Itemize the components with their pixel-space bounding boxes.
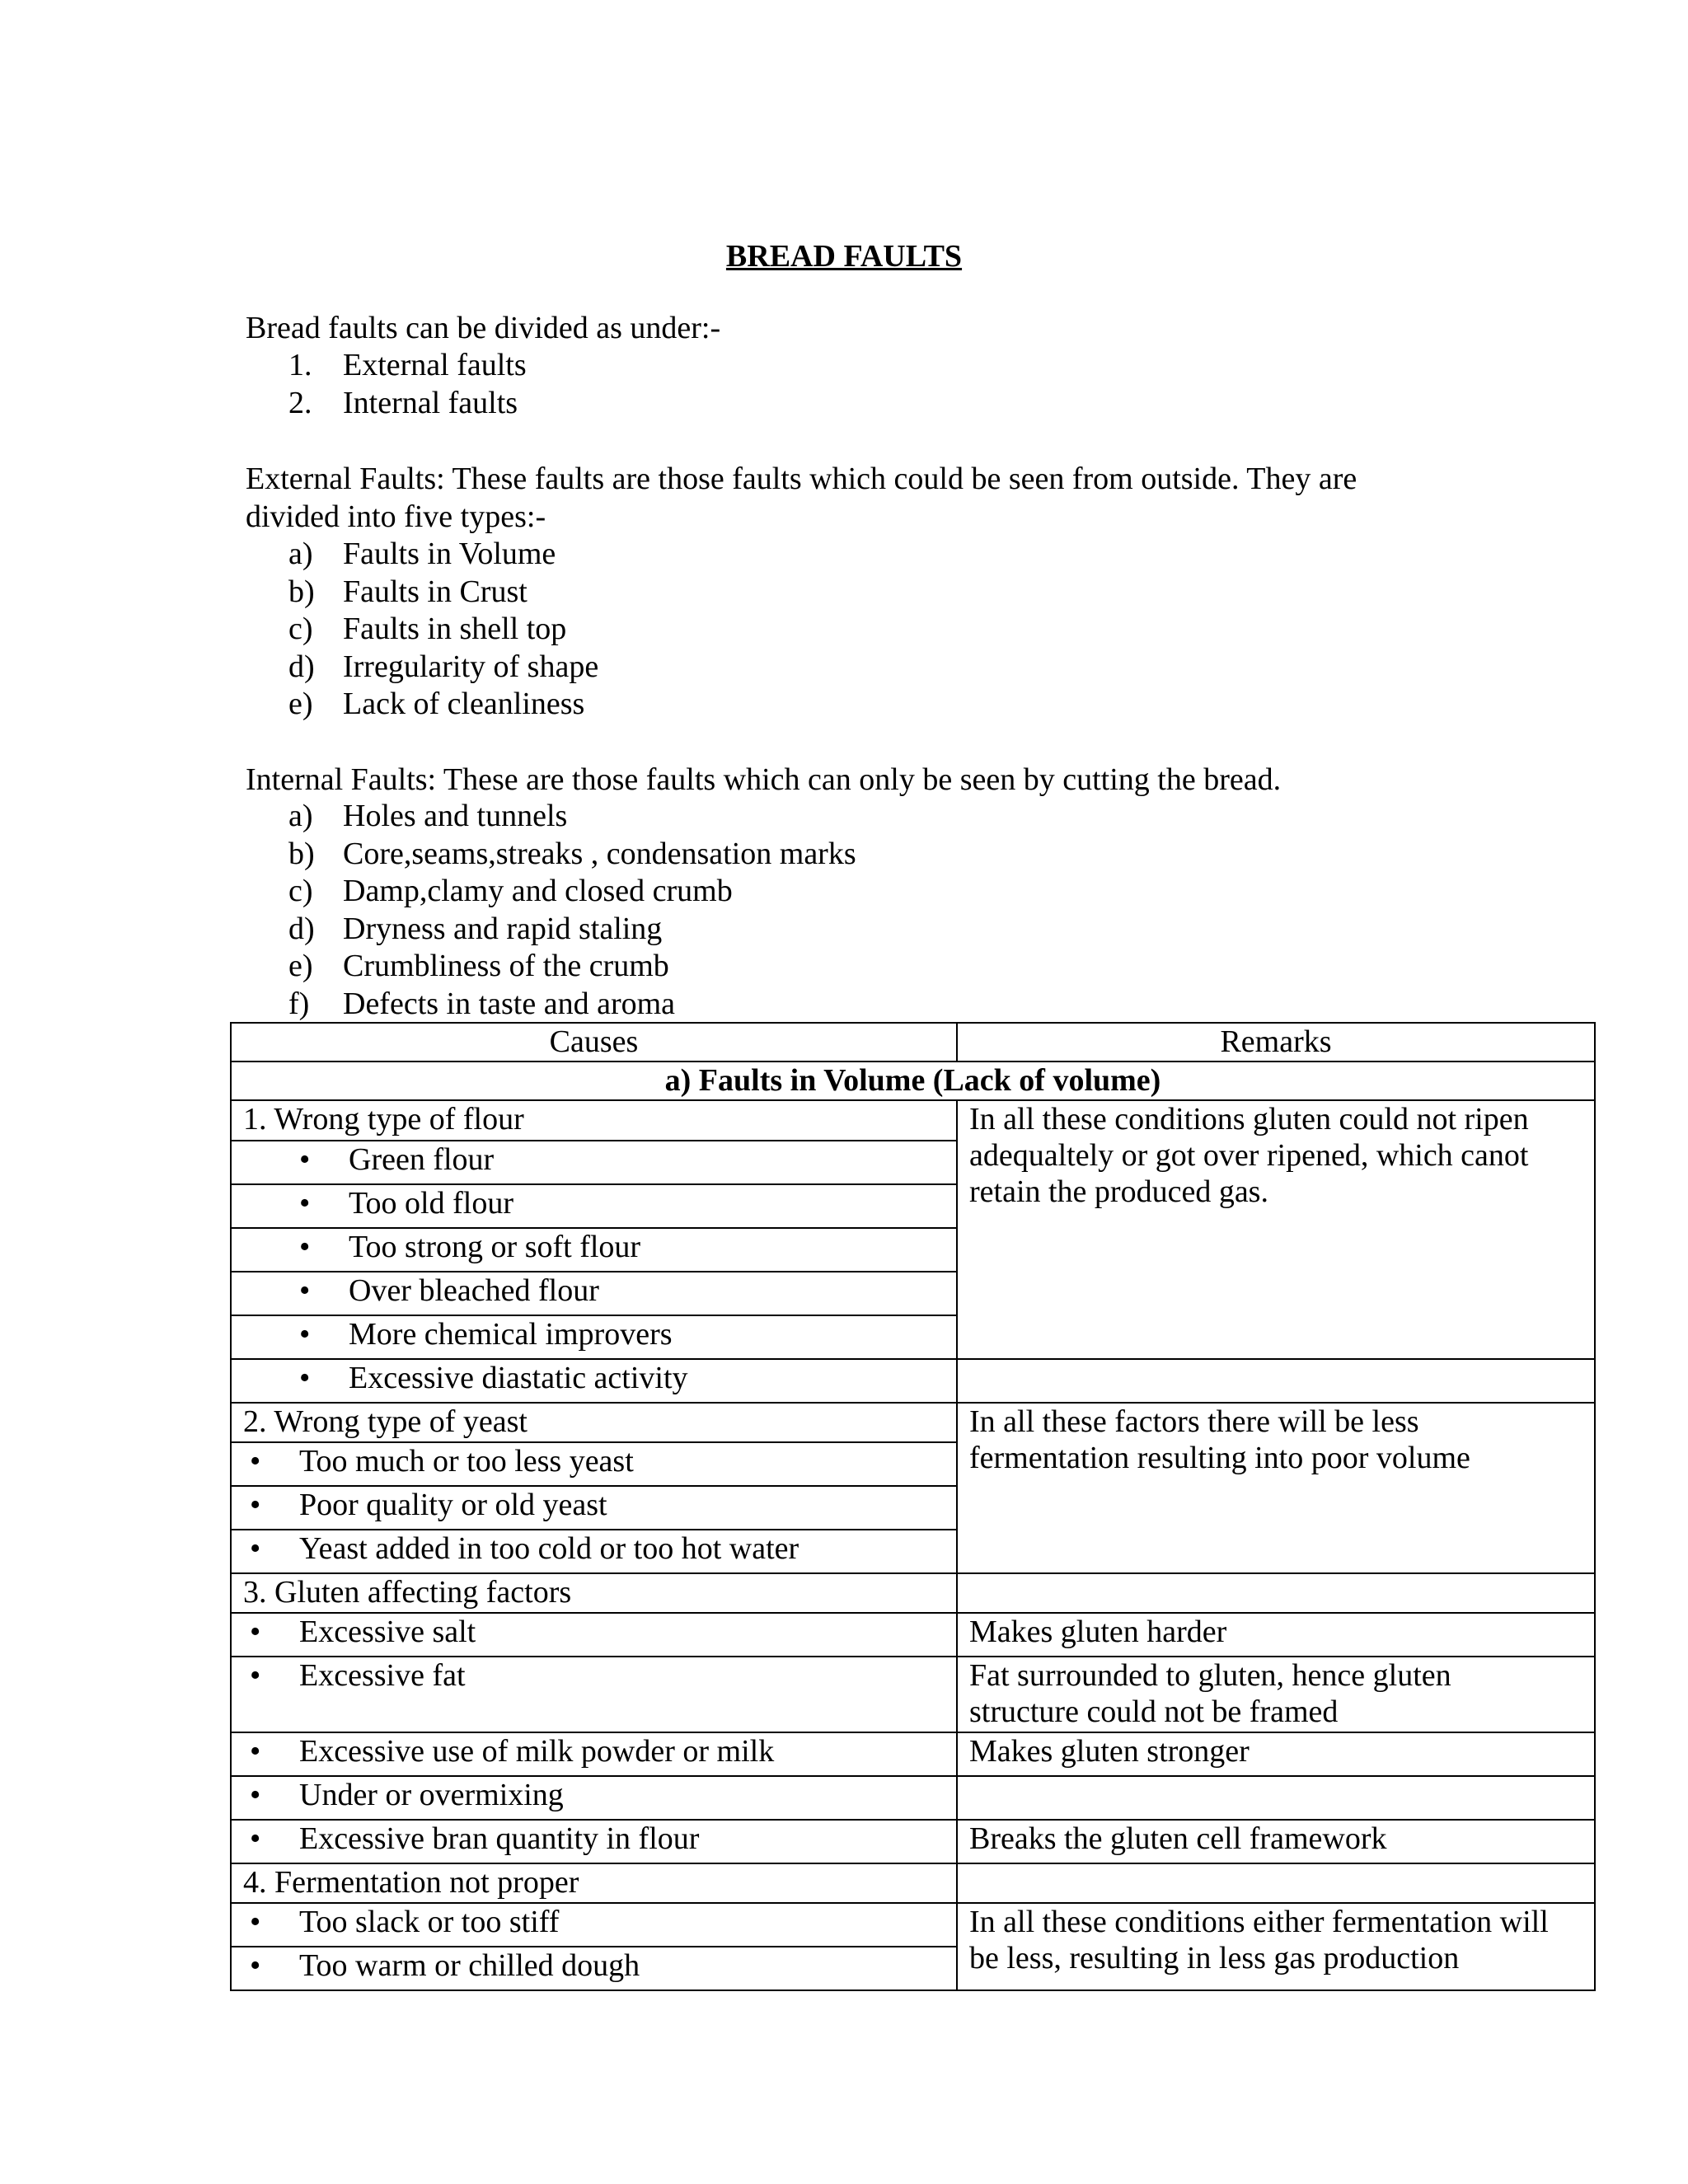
remark-cell: Fat surrounded to gluten, hence gluten structure could not be framed	[957, 1657, 1595, 1732]
remark-cell	[957, 1863, 1595, 1903]
internal-line-1: Internal Faults: These are those faults which can only be seen by cutting the bread.	[246, 762, 1282, 797]
external-line-2: divided into five types:-	[246, 499, 546, 534]
cause-item: • Excessive bran quantity in flour	[231, 1820, 957, 1863]
group-heading: 2. Wrong type of yeast	[231, 1403, 957, 1442]
remark-cell: Breaks the gluten cell framework	[957, 1820, 1595, 1863]
list-item: e) Lack of cleanliness	[288, 687, 585, 721]
internal-list	[288, 798, 856, 1023]
list-item: d) Irregularity of shape	[288, 649, 599, 684]
remark-cell	[957, 1573, 1595, 1613]
list-item: 1. External faults	[288, 348, 527, 382]
remarks-header: Remarks	[957, 1023, 1595, 1062]
cause-item: • Excessive use of milk powder or milk	[231, 1732, 957, 1776]
list-item: c) Damp,clamy and closed crumb	[288, 874, 733, 908]
cause-item: • Poor quality or old yeast	[231, 1486, 957, 1530]
internal-paragraph	[246, 761, 1581, 799]
cause-item: • Over bleached flour	[231, 1272, 957, 1315]
remark-cell: In all these conditions either fermentation will be less, resulting in less gas production	[957, 1903, 1595, 1990]
faults-table	[230, 1022, 1596, 1991]
table-row	[231, 1359, 1595, 1403]
table-row	[231, 1820, 1595, 1863]
list-item: b) Faults in Crust	[288, 574, 528, 609]
group-heading: 1. Wrong type of flour	[231, 1100, 957, 1141]
external-paragraph	[246, 460, 1581, 536]
cause-item: • Under or overmixing	[231, 1776, 957, 1820]
table-row	[231, 1732, 1595, 1776]
cause-item: • Excessive salt	[231, 1613, 957, 1657]
page-title: BREAD FAULTS	[725, 239, 963, 274]
table-row	[231, 1100, 1595, 1141]
group-heading: 4. Fermentation not proper	[231, 1863, 957, 1903]
cause-item: • Too strong or soft flour	[231, 1228, 957, 1272]
list-item: d) Dryness and rapid staling	[288, 911, 663, 946]
cause-item: • Excessive diastatic activity	[231, 1359, 957, 1403]
cause-item: • Yeast added in too cold or too hot water	[231, 1530, 957, 1573]
intro-paragraph	[246, 309, 1581, 347]
table-row	[231, 1573, 1595, 1613]
cause-item: • Too old flour	[231, 1184, 957, 1228]
list-item: b) Core,seams,streaks , condensation marks	[288, 836, 856, 871]
table-row	[231, 1863, 1595, 1903]
list-item: c) Faults in shell top	[288, 612, 567, 646]
causes-header: Causes	[231, 1023, 957, 1062]
table-row	[231, 1903, 1595, 1947]
table-header-row	[231, 1023, 1595, 1062]
cause-item: • Too slack or too stiff	[231, 1903, 957, 1947]
list-item: 2. Internal faults	[288, 385, 518, 420]
list-item: e) Crumbliness of the crumb	[288, 949, 669, 983]
list-item: a) Faults in Volume	[288, 537, 556, 571]
remark-cell: In all these conditions gluten could not ripen adequaltely or got over ripened, which canot retain the produced gas.	[957, 1100, 1595, 1359]
list-item: a) Holes and tunnels	[288, 799, 568, 833]
intro-list	[288, 347, 527, 422]
table-row	[231, 1776, 1595, 1820]
section-title: a) Faults in Volume (Lack of volume)	[231, 1062, 1595, 1100]
cause-item: • Green flour	[231, 1141, 957, 1184]
table-row	[231, 1657, 1595, 1732]
remark-cell: Makes gluten harder	[957, 1613, 1595, 1657]
cause-item: • Excessive fat	[231, 1657, 957, 1732]
cause-item: • Too warm or chilled dough	[231, 1947, 957, 1990]
group-heading: 3. Gluten affecting factors	[231, 1573, 957, 1613]
cause-item: • Too much or too less yeast	[231, 1442, 957, 1486]
cause-item: • More chemical improvers	[231, 1315, 957, 1359]
table-row	[231, 1613, 1595, 1657]
external-line-1: External Faults: These faults are those faults which could be seen from outside. They are	[246, 462, 1357, 496]
remark-cell: Makes gluten stronger	[957, 1732, 1595, 1776]
section-row	[231, 1062, 1595, 1100]
list-item: f) Defects in taste and aroma	[288, 986, 676, 1021]
external-list	[288, 536, 598, 724]
intro-text: Bread faults can be divided as under:-	[246, 311, 721, 345]
remark-cell	[957, 1776, 1595, 1820]
table-row	[231, 1403, 1595, 1442]
remark-cell: In all these factors there will be less fermentation resulting into poor volume	[957, 1403, 1595, 1573]
remark-cell	[957, 1359, 1595, 1403]
